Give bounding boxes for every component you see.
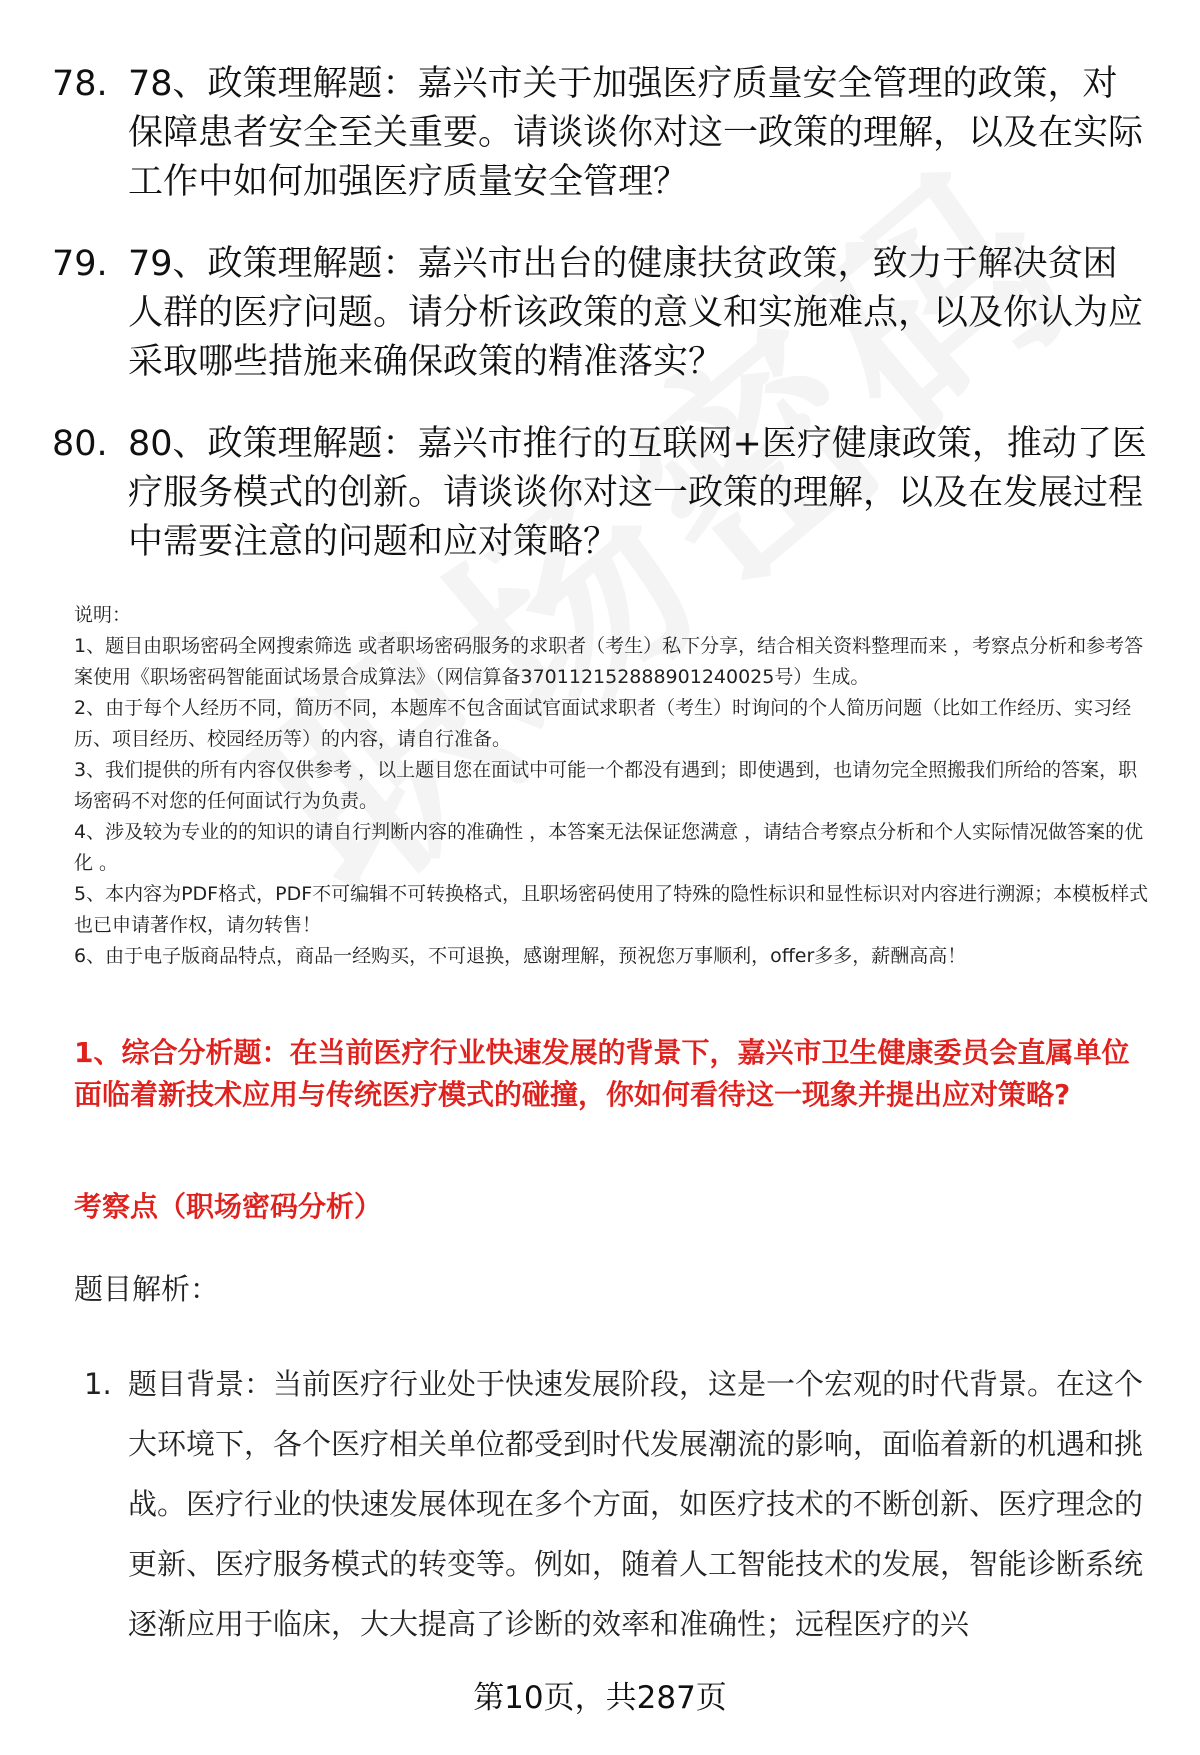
note-item: 5、本内容为PDF格式，PDF不可编辑不可转换格式，且职场密码使用了特殊的隐性标识和显性标识对内容进行溯源；本模板样式也已申请著作权，请勿转售！ — [74, 883, 1149, 936]
analysis-item — [84, 1354, 1154, 1654]
section-title: 1、综合分析题：在当前医疗行业快速发展的背景下，嘉兴市卫生健康委员会直属单位面临着新技术应用与传统医疗模式的碰撞，你如何看待这一现象并提出应对策略? — [74, 1036, 1130, 1111]
analysis-item-text: 题目背景：当前医疗行业处于快速发展阶段，这是一个宏观的时代背景。在这个大环境下，各个医疗相关单位都受到时代发展潮流的影响，面临着新的机遇和挑战。医疗行业的快速发展体现在多个方面，如医疗技术的不断创新、医疗理念的更新、医疗服务模式的转变等。例如，随着人工智能技术的发展，智能诊断系统逐渐应用于临床，大大提高了诊断的效率和准确性；远程医疗的兴 — [128, 1367, 1144, 1641]
question-number: 80. — [52, 424, 108, 464]
question-item — [52, 420, 1152, 567]
question-text: 80、政策理解题：嘉兴市推行的互联网+医疗健康政策，推动了医疗服务模式的创新。请谈谈你对这一政策的理解，以及在发展过程中需要注意的问题和应对策略？ — [128, 424, 1147, 562]
page-footer: 第10页，共287页 — [473, 1680, 727, 1716]
question-item — [52, 240, 1152, 387]
analysis-item-number: 1. — [84, 1367, 112, 1401]
question-item — [52, 60, 1152, 207]
note-item: 4、涉及较为专业的的知识的请自行判断内容的准确性 ，本答案无法保证您满意 ，请结合考察点分析和个人实际情况做答案的优化 。 — [74, 821, 1144, 874]
question-number: 78. — [52, 64, 108, 104]
notes-heading: 说明： — [74, 604, 132, 626]
note-item: 2、由于每个人经历不同，简历不同，本题库不包含面试官面试求职者（考生）时询问的个人简历问题（比如工作经历、实习经历、项目经历、校园经历等）的内容，请自行准备。 — [74, 697, 1132, 750]
note-item: 3、我们提供的所有内容仅供参考 ，以上题目您在面试中可能一个都没有遇到；即使遇到，也请勿完全照搬我们所给的答案，职场密码不对您的任何面试行为负责。 — [74, 759, 1138, 812]
note-item: 1、题目由职场密码全网搜索筛选 或者职场密码服务的求职者（考生）私下分享，结合相关资料整理而来 ，考察点分析和参考答案使用《职场密码智能面试场景合成算法》（网信算备370112152888901240025号）生成。 — [74, 635, 1144, 688]
notes-block — [74, 600, 1154, 972]
question-text: 79、政策理解题：嘉兴市出台的健康扶贫政策，致力于解决贫困人群的医疗问题。请分析该政策的意义和实施难点，以及你认为应采取哪些措施来确保政策的精准落实？ — [128, 244, 1144, 382]
question-list — [52, 60, 1152, 600]
question-number: 79. — [52, 244, 108, 284]
note-item: 6、由于电子版商品特点，商品一经购买，不可退换，感谢理解，预祝您万事顺利，offer多多，薪酬高高！ — [74, 945, 967, 967]
analysis-label: 题目解析： — [74, 1272, 220, 1306]
section-subtitle: 考察点（职场密码分析） — [74, 1190, 383, 1223]
question-text: 78、政策理解题：嘉兴市关于加强医疗质量安全管理的政策，对保障患者安全至关重要。请谈谈你对这一政策的理解，以及在实际工作中如何加强医疗质量安全管理？ — [128, 64, 1144, 202]
